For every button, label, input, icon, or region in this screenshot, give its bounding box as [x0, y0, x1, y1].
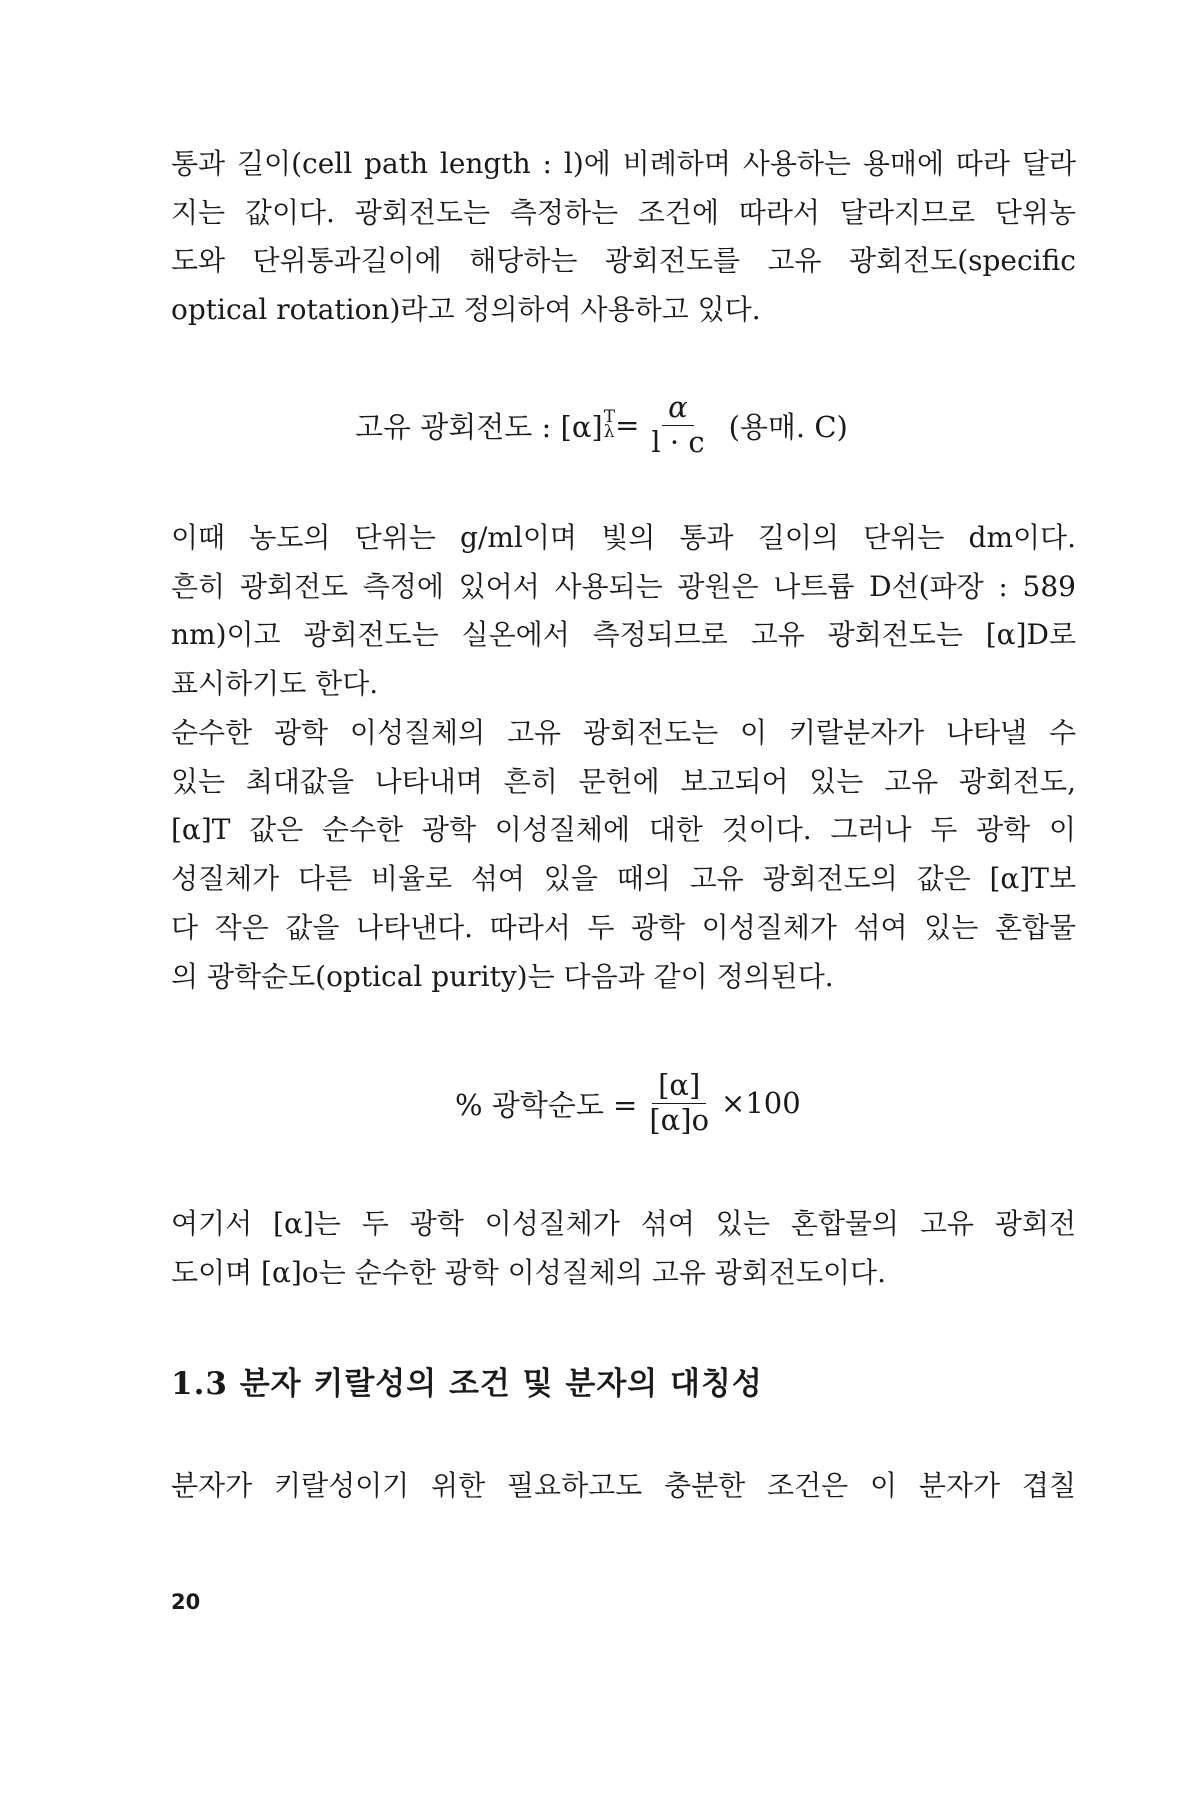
denominator: [α]o	[649, 1102, 710, 1137]
denominator: l · c	[651, 424, 705, 459]
solvent-note: (용매. C)	[728, 409, 848, 444]
text-line: 도와 단위통과길이에 해당하는 광회전도를 고유 광회전도(specific	[171, 244, 1076, 278]
text-line: 지는 값이다. 광회전도는 측정하는 조건에 따라서 달라지므로 단위농	[171, 195, 1076, 229]
text-line: nm)이고 광회전도는 실온에서 측정되므로 고유 광회전도는 [α]D로	[171, 618, 1076, 652]
paragraph-2	[171, 514, 1076, 709]
text-line: 통과 길이(cell path length : l)에 비례하며 사용하는 용매에 따라 달라	[171, 147, 1076, 180]
numerator: α	[662, 392, 694, 426]
text-line: 다 작은 값을 나타낸다. 따라서 두 광학 이성질체가 섞여 있는 혼합물	[171, 910, 1076, 944]
text-line: 여기서 [α]는 두 광학 이성질체가 섞여 있는 혼합물의 고유 광회전	[171, 1207, 1076, 1240]
specific-rotation-equation	[355, 392, 848, 459]
text-line: 성질체가 다른 비율로 섞여 있을 때의 고유 광회전도의 값은 [α]T보	[171, 862, 1076, 896]
text-line: optical rotation)라고 정의하여 사용하고 있다.	[171, 293, 761, 327]
fraction	[643, 1070, 715, 1137]
text-line: 순수한 광학 이성질체의 고유 광회전도는 이 키랄분자가 나타낼 수	[171, 716, 1076, 749]
page-number: 20	[171, 1590, 201, 1614]
times-hundred: ×100	[721, 1086, 801, 1121]
text-line: 이때 농도의 단위는 g/ml이며 빛의 통과 길이의 단위는 dm이다.	[171, 521, 1076, 554]
paragraph-3	[171, 709, 1076, 1001]
text-line: 의 광학순도(optical purity)는 다음과 같이 정의된다.	[171, 959, 834, 993]
numerator: [α]	[652, 1070, 706, 1104]
subscript-lambda: λ	[603, 422, 615, 443]
text-line: 분자가 키랄성이기 위한 필요하고도 충분한 조건은 이 분자가 겹칠	[171, 1469, 1076, 1502]
fraction	[645, 392, 710, 459]
text-line: 도이며 [α]o는 순수한 광학 이성질체의 고유 광회전도이다.	[171, 1255, 886, 1289]
equation-label: 고유 광회전도 : [α]	[355, 409, 603, 444]
equals-sign: =	[615, 408, 640, 443]
paragraph-4	[171, 1200, 1076, 1297]
equation-label: % 광학순도 =	[455, 1087, 638, 1122]
paragraph-5	[171, 1462, 1076, 1511]
text-line: 흔히 광회전도 측정에 있어서 사용되는 광원은 나트륨 D선(파장 : 589	[171, 569, 1076, 603]
text-line: 표시하기도 한다.	[171, 667, 379, 701]
text-line: 있는 최대값을 나타내며 흔히 문헌에 보고되어 있는 고유 광회전도,	[171, 764, 1076, 798]
section-heading: 1.3 분자 키랄성의 조건 및 분자의 대칭성	[171, 1366, 763, 1402]
equation-scripts	[603, 407, 616, 443]
optical-purity-equation	[455, 1070, 801, 1137]
text-line: [α]T 값은 순수한 광학 이성질체에 대한 것이다. 그러나 두 광학 이	[171, 813, 1076, 847]
superscript-t: T	[603, 407, 616, 428]
paragraph-1	[171, 140, 1076, 335]
